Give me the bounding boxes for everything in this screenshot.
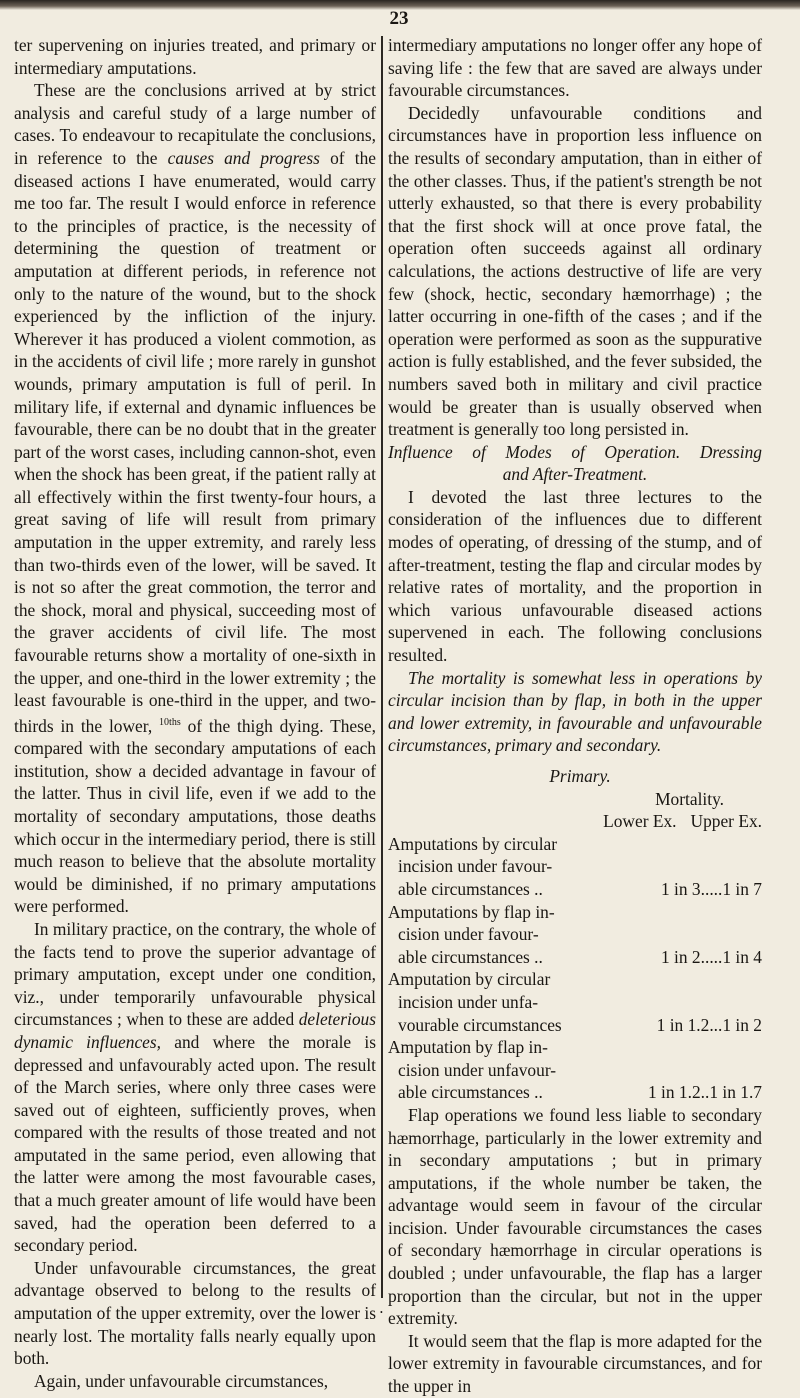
upper-extremity-value: 1 in 4 [722, 946, 762, 967]
text-run: In military practice, on the contrary, the whole of the facts tend to prove the superior advantage of primary amputation, except under one condition, viz., under temporarily unfavourable physical circumstances ; when to these are added [14, 918, 376, 1030]
mortality-table [388, 765, 762, 1104]
table-row-values [388, 1014, 762, 1037]
body-paragraph [14, 1257, 376, 1370]
continuation-paragraph: intermediary amputations no longer offer any hope of saving life : the few that are saved are always under favourable circumstances. [388, 35, 762, 101]
body-paragraph [14, 79, 376, 918]
body-paragraph: It would seem that the flap is more adapted for the lower extremity in favourable circumstances, and for the upper in [388, 1330, 762, 1397]
table-row-label-line: able circumstances .. [398, 1082, 543, 1103]
table-row-mortality [648, 1081, 762, 1104]
lower-extremity-value: 1 in 1.2.. [647, 1082, 710, 1103]
body-paragraph: Flap operations we found less liable to secondary hæmorrhage, particularly in the lower extremity and in secondary amputations ; but in primary amputations, if the whole number be taken, the advantage would seem in favour of the circular incision. Under favourable circumstances the cases of secondary hæmorrhage in circular operations is doubled ; under unfavourable, the flap has a larger proportion than the circular, but not in the upper extremity. [388, 1104, 762, 1329]
continuation-paragraph: ter supervening on injuries treated, and primary or intermediary amputations. [14, 35, 376, 78]
table-row-mortality [657, 1014, 762, 1037]
table-row-label-line: Amputation by circular [388, 969, 551, 990]
italic-run: causes and progress [167, 147, 320, 168]
table-row-label-line: able circumstances .. [398, 946, 543, 967]
body-paragraph: Decidedly unfavourable conditions and circumstances have in proportion less influence on the results of secondary amputation, than in either of the other classes. Thus, if the patient's strength be not utterly exhausted, so that there is every probability that the first shock will at once prove fatal, the operation often succeeds against all ordinary calculations, the actions destructive of life are very few (shock, hectic, secondary hæmorrhage) ; the latter occurring in one-fifth of the cases ; and if the operation were performed as soon as the suppurative action is fully established, and the fever subsided, the numbers saved both in military and civil practice would be greater than is usually observed when treatment is generally too long persisted in. [388, 102, 762, 440]
body-paragraph: I devoted the last three lectures to the consideration of the influences due to different modes of operating, of dressing of the stump, and of after-treatment, testing the flap and circular modes by relative rates of mortality, and the proportion in which various unfavourable diseased actions supervened in each. The following conclusions resulted. [388, 486, 762, 666]
table-row-label-line: Amputations by flap in- [388, 901, 555, 922]
table-header-upper: Upper Ex. [690, 811, 762, 832]
section-heading-sub: and After-Treatment. [502, 464, 648, 485]
table-row-label-line: vourable circumstances [398, 1014, 562, 1035]
table-row-label-line: cision under unfavour- [398, 1059, 557, 1080]
table-row [388, 1036, 762, 1104]
fraction: 10ths [159, 716, 181, 728]
text-run: These are the conclusions arrived at by strict analysis and careful study of a large number of cases. To endeavour to recapitulate the conclusions, in reference to the [14, 80, 376, 168]
table-row-mortality [661, 946, 762, 969]
italic-run: deleterious dynamic influences, [14, 1009, 376, 1052]
table-row-mortality [661, 878, 762, 901]
table-row-label-line: incision under favour- [398, 856, 553, 877]
table-row [388, 968, 762, 1036]
table-title: Primary. [549, 766, 611, 786]
table-row-label-line: Amputations by circular [388, 833, 558, 854]
left-column [14, 34, 376, 1392]
page-number: 23 [389, 8, 409, 29]
body-paragraph [14, 1370, 376, 1393]
lower-extremity-value: 1 in 1.2... [656, 1014, 723, 1035]
right-column [388, 34, 762, 1398]
body-paragraph-italic: The mortality is somewhat less in operations by circular incision than by flap, in both in the upper and lower extremity, in favourable and unfavourable circumstances, primary and secondary. [388, 667, 762, 756]
section-heading [388, 441, 762, 486]
table-header-row [388, 810, 762, 833]
table-row [388, 833, 762, 901]
upper-extremity-value: 1 in 2 [722, 1014, 762, 1035]
text-run: Again, under unfavourable circumstances, [34, 1370, 329, 1391]
table-row-label-line: able circumstances .. [398, 878, 543, 899]
table-row [388, 901, 762, 969]
table-row-values [388, 878, 762, 901]
table-row-values [388, 1081, 762, 1104]
upper-extremity-value: 1 in 7 [722, 878, 762, 899]
table-mortality-label: Mortality. [655, 788, 724, 809]
text-run: of the thigh dying. These, compared with the secondary amputations of each institution, show a decided advantage in favour of the latter. Thus in civil life, even if we add to the mortality of secondary amputations, those deaths which occur in the intermediary period, there is still much reason to believe that the absolute mortality would be diminished, if no primary amputations were performed. [14, 715, 376, 917]
table-row-label-line: Amputation by flap in- [388, 1037, 548, 1058]
table-row-values [388, 946, 762, 969]
text-run: Under unfavourable circumstances, the great advantage observed to belong to the results of amputation of the upper extremity, over the lower is nearly lost. The mortality falls nearly equally upon both. [14, 1257, 376, 1369]
table-header-lower: Lower Ex. [603, 811, 677, 832]
table-row-label-line: incision under unfa- [398, 991, 539, 1012]
body-paragraph [14, 918, 376, 1257]
section-heading-main: Influence of Modes of Operation. Dressing [388, 441, 762, 462]
lower-extremity-value: 1 in 3..... [661, 878, 723, 899]
print-speck: • [380, 1308, 383, 1317]
table-row-label-line: cision under favour- [398, 924, 539, 945]
text-run: and where the morale is depressed and unfavourably acted upon. The result of the March series, where only three cases were saved out of eighteen, sufficiently proves, when compared with the results of those treated and not amputated in the same period, even allowing that the latter were among the most favourable cases, that a much greater amount of life would have been saved, had the operation been deferred to a secondary period. [14, 1031, 376, 1256]
lower-extremity-value: 1 in 2..... [661, 946, 723, 967]
column-divider [381, 36, 383, 1298]
upper-extremity-value: 1 in 1.7 [709, 1082, 762, 1103]
text-run: of the diseased actions I have enumerated, would carry me too far. The result I would enforce in reference to the principles of practice, is the necessity of determining the question of treatment or amputation at different periods, in reference not only to the nature of the wound, but to the shock experienced by the infliction of the injury. Wherever it has produced a violent commotion, as in the accidents of civil life ; more rarely in gunshot wounds, primary amputation is full of peril. In military life, if external and dynamic influences be favourable, there can be no doubt that in the greater part of the worst cases, including cannon-shot, even when the shock has been great, if the patient rally at all effectively within the first twenty-four hours, a great saving of life will result from primary amputation in the upper extremity, and rarely less than two-thirds even of the lower, will be saved. It is not so after the great commotion, the terror and the shock, moral and physical, succeeding most of the graver accidents of civil life. The most favourable returns show a mortality of one-sixth in the upper, and one-third in the lower extremity ; the least favourable is one-third in the upper, and two-thirds in the lower, [14, 147, 376, 736]
